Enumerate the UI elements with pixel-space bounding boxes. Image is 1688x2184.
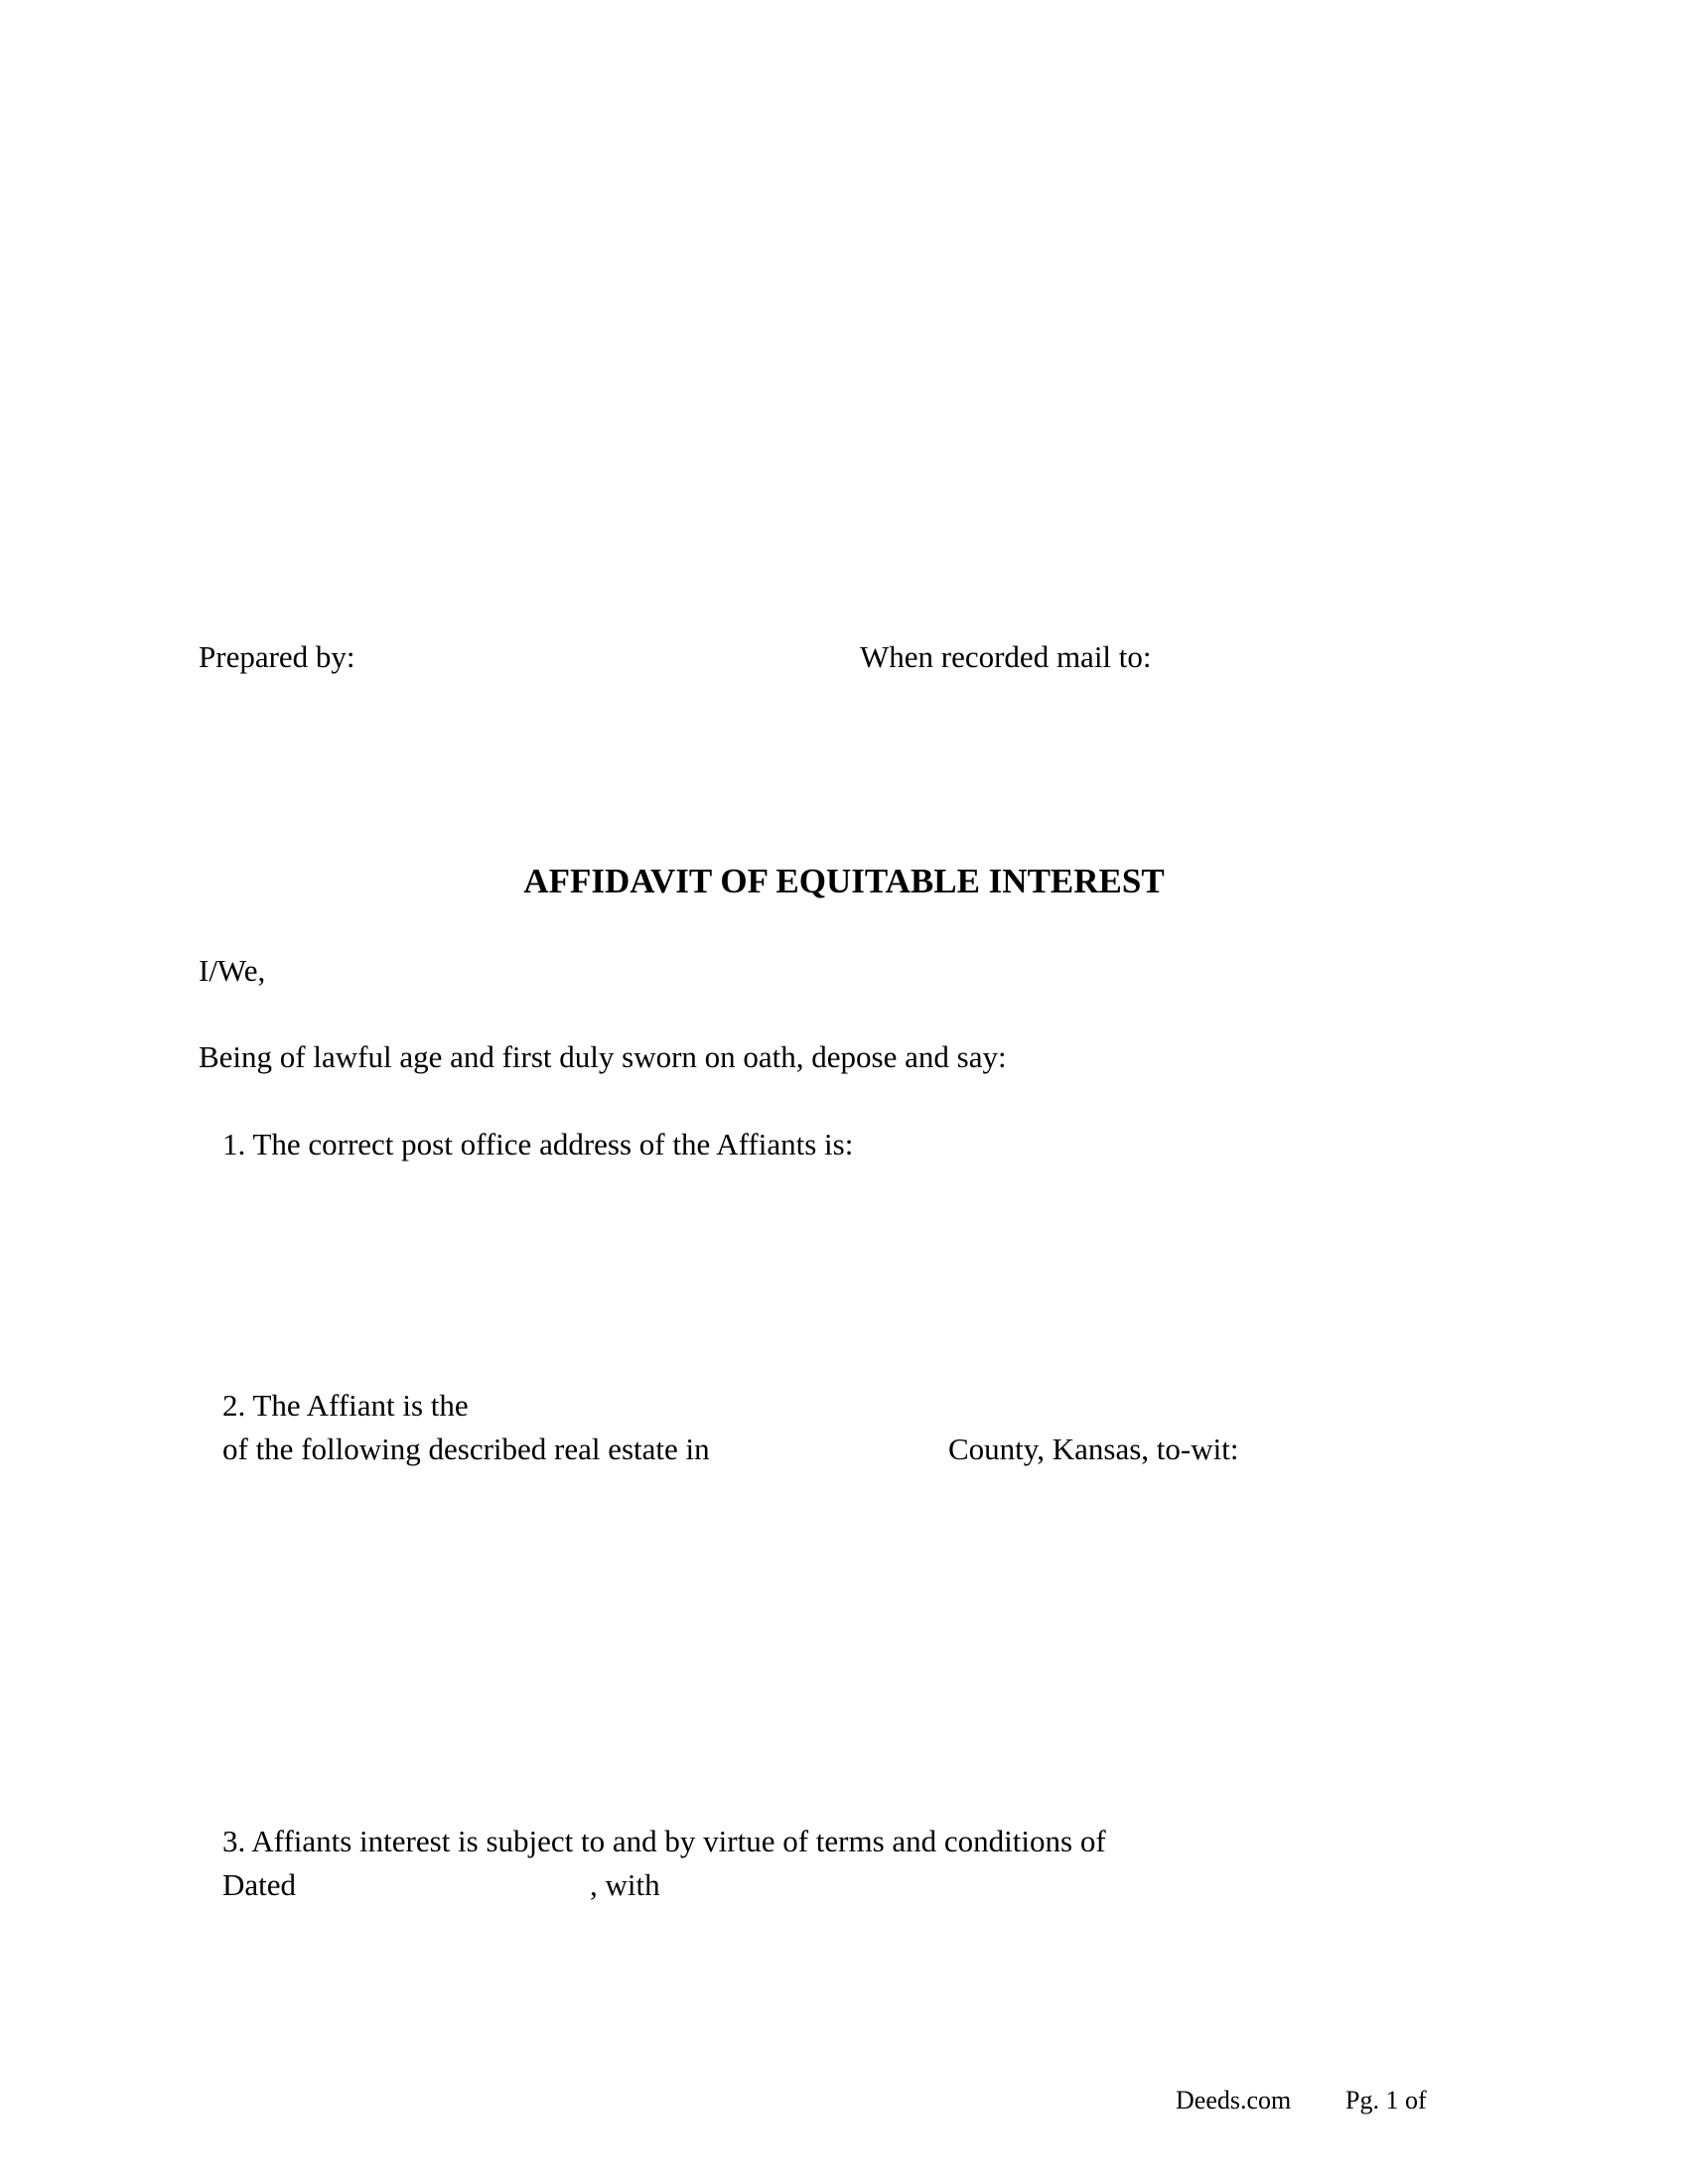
item-1-address: 1. The correct post office address of the Affiants is:: [222, 1127, 854, 1161]
document-title: AFFIDAVIT OF EQUITABLE INTEREST: [523, 862, 1165, 900]
item-2-real-estate: of the following described real estate in: [222, 1432, 710, 1466]
oath-statement: Being of lawful age and first duly sworn on oath, depose and say:: [199, 1039, 1007, 1074]
footer-page-number: Pg. 1 of: [1345, 2086, 1427, 2115]
footer-site: Deeds.com: [1176, 2086, 1292, 2115]
item-3-terms: 3. Affiants interest is subject to and by virtue of terms and conditions of: [222, 1824, 1106, 1858]
item-3-with-label: , with: [590, 1867, 660, 1902]
item-2-affiant: 2. The Affiant is the: [222, 1388, 469, 1423]
affiants-line: I/We,: [199, 953, 266, 988]
item-3-dated-label: Dated: [222, 1867, 297, 1902]
mail-to-label: When recorded mail to:: [860, 639, 1152, 674]
item-2-county: County, Kansas, to-wit:: [948, 1432, 1239, 1466]
prepared-by-label: Prepared by:: [199, 639, 355, 674]
